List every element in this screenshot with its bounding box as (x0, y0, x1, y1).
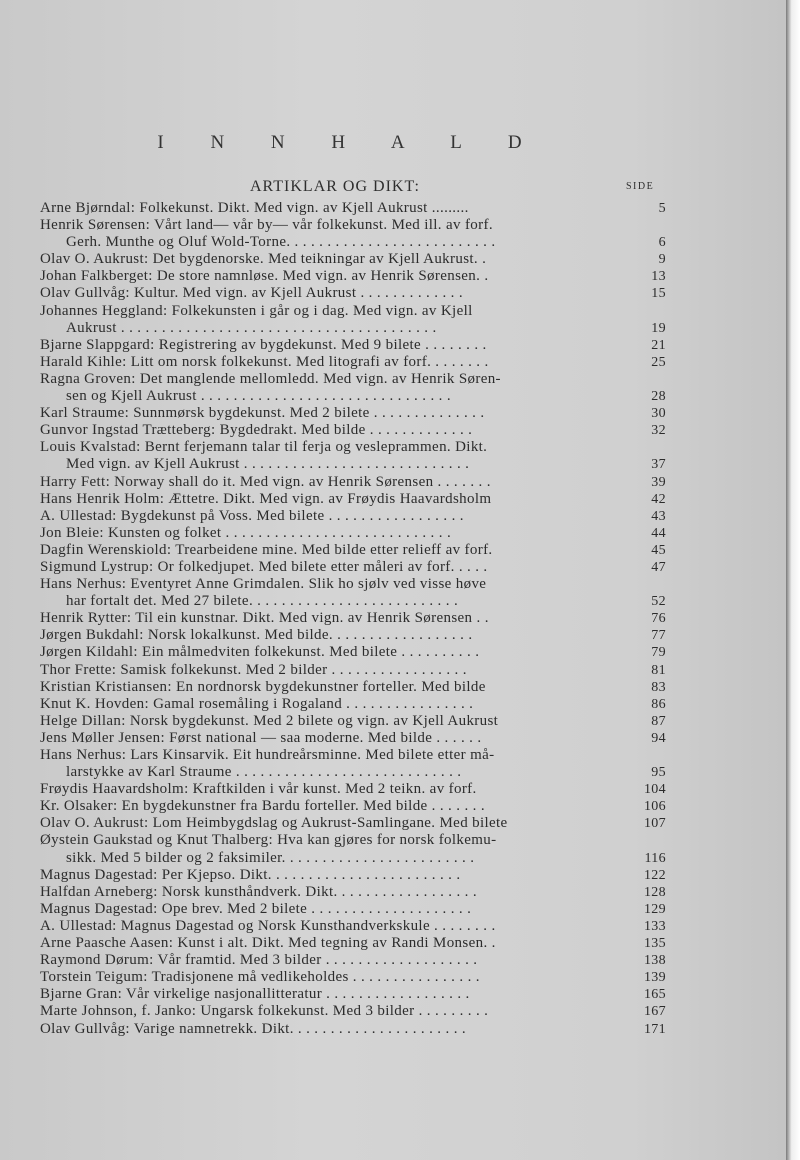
toc-entry-page-number: 122 (643, 867, 666, 883)
toc-entry-page-number: 128 (643, 884, 666, 900)
toc-entry (40, 969, 666, 986)
toc-entry (40, 303, 666, 337)
toc-entry-page-number: 47 (651, 559, 666, 575)
toc-entry-text: Henrik Rytter: Til ein kunstnar. Dikt. Med vign. av Henrik Sørensen . . (40, 610, 489, 627)
toc-entry (40, 474, 666, 491)
toc-entry-text: Torstein Teigum: Tradisjonene må vedlikeholdes . . . . . . . . . . . . . . . . (40, 969, 480, 986)
toc-entry-text: Dagfin Werenskiold: Trearbeidene mine. Med bilde etter relieff av forf. (40, 541, 493, 558)
toc-entry-continuation: sikk. Med 5 bilder og 2 faksimiler. . . . . . . . . . . . . . . . . . . . . . . . (66, 849, 475, 866)
toc-entry-page-number: 106 (643, 799, 666, 815)
toc-entry-page-number: 45 (651, 542, 666, 558)
toc-entry-text: Raymond Dørum: Vår framtid. Med 3 bilder . . . . . . . . . . . . . . . . . . . (40, 952, 478, 969)
toc-entry-page-number: 21 (651, 337, 666, 353)
toc-entry-text: Halfdan Arneberg: Norsk kunsthåndverk. Dikt. . . . . . . . . . . . . . . . . . (40, 883, 477, 900)
toc-entry-text: Harry Fett: Norway shall do it. Med vign. av Henrik Sørensen . . . . . . . (40, 473, 491, 490)
toc-entry (40, 217, 666, 251)
toc-entry-text: Jørgen Bukdahl: Norsk lokalkunst. Med bilde. . . . . . . . . . . . . . . . . . (40, 627, 473, 644)
toc-entry-text: Olav O. Aukrust: Lom Heimbygdslag og Aukrust-Samlingane. Med bilete (40, 815, 508, 832)
toc-entry-page-number: 81 (651, 662, 666, 678)
toc-entry-text: Louis Kvalstad: Bernt ferjemann talar til ferja og vesleprammen. Dikt. (40, 439, 488, 456)
toc-entry-text: Kristian Kristiansen: En nordnorsk bygdekunstner forteller. Med bilde (40, 678, 486, 695)
toc-entry-text: Johannes Heggland: Folkekunsten i går og i dag. Med vign. av Kjell (40, 302, 473, 319)
toc-entry-text: Arne Paasche Aasen: Kunst i alt. Dikt. Med tegning av Randi Monsen. . (40, 935, 496, 952)
toc-entry (40, 644, 666, 661)
toc-entry-text: Bjarne Gran: Vår virkelige nasjonallitteratur . . . . . . . . . . . . . . . . . . (40, 986, 470, 1003)
toc-entry (40, 576, 666, 610)
toc-entry-text: Arne Bjørndal: Folkekunst. Dikt. Med vign. av Kjell Aukrust ......... (40, 200, 469, 216)
toc-entry-page-number: 76 (651, 611, 666, 627)
toc-entry (40, 679, 666, 696)
toc-entry-page-number: 5 (658, 201, 666, 216)
toc-entry (40, 901, 666, 918)
toc-entry (40, 525, 666, 542)
toc-entry-text: Hans Nerhus: Lars Kinsarvik. Eit hundreårsminne. Med bilete etter må- (40, 747, 495, 763)
toc-entry (40, 251, 666, 268)
toc-entry (40, 627, 666, 644)
toc-entry-page-number: 171 (643, 1021, 666, 1037)
toc-entry-text: A. Ullestad: Magnus Dagestad og Norsk Kunsthandverkskule . . . . . . . . (40, 917, 496, 934)
toc-entry (40, 986, 666, 1003)
toc-entry-text: Jon Bleie: Kunsten og folket . . . . . . . . . . . . . . . . . . . . . . . . . . . . (40, 524, 452, 541)
toc-entry (40, 832, 666, 866)
toc-entry-page-number: 25 (651, 354, 666, 370)
toc-entry-page-number: 104 (643, 782, 666, 798)
toc-entry-page-number: 94 (651, 730, 666, 746)
toc-entry-page-number: 79 (651, 645, 666, 661)
toc-entry-text: Øystein Gaukstad og Knut Thalberg: Hva kan gjøres for norsk folkemu- (40, 832, 497, 849)
toc-entry (40, 730, 666, 747)
toc-entry-text: Olav Gullvåg: Varige namnetrekk. Dikt. . . . . . . . . . . . . . . . . . . . . . (40, 1020, 466, 1037)
page-title: I N N H A L D (157, 132, 543, 153)
toc-entry-page-number: 77 (651, 628, 666, 644)
toc-entry (40, 935, 666, 952)
toc-entry (40, 508, 666, 525)
toc-entry-page-number: 44 (651, 525, 666, 541)
toc-entry (40, 354, 666, 371)
toc-entry-page-number: 9 (658, 252, 666, 268)
toc-entry-text: Johan Falkberget: De store namnløse. Med vign. av Henrik Sørensen. . (40, 268, 489, 285)
toc-entry-text: Marte Johnson, f. Janko: Ungarsk folkekunst. Med 3 bilder . . . . . . . . . (40, 1003, 489, 1020)
toc-entry (40, 371, 666, 405)
toc-entry (40, 1003, 666, 1020)
toc-entry (40, 610, 666, 627)
toc-entry-text: Hans Henrik Holm: Ættetre. Dikt. Med vign. av Frøydis Haavardsholm (40, 490, 492, 507)
toc-entry-page-number: 15 (651, 286, 666, 302)
toc-entry-page-number: 13 (651, 269, 666, 285)
toc-entry (40, 268, 666, 285)
toc-entry-page-number: 135 (643, 936, 666, 952)
toc-entry (40, 337, 666, 354)
toc-entry-text: Knut K. Hovden: Gamal rosemåling i Rogaland . . . . . . . . . . . . . . . . (40, 695, 474, 712)
toc-entry-continuation: sen og Kjell Aukrust . . . . . . . . . . . . . . . . . . . . . . . . . . . . . . . (66, 388, 451, 405)
section-heading: ARTIKLAR OG DIKT: (250, 178, 420, 195)
page-column-label: SIDE (626, 181, 655, 192)
toc-entry-page-number: 39 (651, 474, 666, 490)
toc-entry-text: Olav O. Aukrust: Det bygdenorske. Med teikningar av Kjell Aukrust. . (40, 251, 487, 268)
toc-entry (40, 798, 666, 815)
toc-entry (40, 918, 666, 935)
toc-entry-page-number: 107 (643, 816, 666, 832)
toc-entry (40, 1021, 666, 1038)
table-of-contents (40, 200, 666, 1038)
page-edge (786, 0, 800, 1160)
toc-entry-page-number: 43 (651, 508, 666, 524)
toc-entry-continuation: Aukrust . . . . . . . . . . . . . . . . . . . . . . . . . . . . . . . . . . . . . . . (66, 319, 437, 336)
toc-entry-page-number: 52 (651, 594, 666, 610)
toc-entry-page-number: 116 (644, 850, 666, 866)
toc-entry-page-number: 165 (643, 987, 666, 1003)
toc-entry (40, 696, 666, 713)
toc-entry-page-number: 83 (651, 679, 666, 695)
toc-entry (40, 559, 666, 576)
toc-entry (40, 285, 666, 302)
toc-entry-text: Helge Dillan: Norsk bygdekunst. Med 2 bilete og vign. av Kjell Aukrust (40, 712, 499, 729)
toc-entry (40, 867, 666, 884)
toc-entry-page-number: 28 (651, 389, 666, 405)
toc-entry-page-number: 19 (651, 320, 666, 336)
toc-entry-text: Gunvor Ingstad Trætteberg: Bygdedrakt. Med bilde . . . . . . . . . . . . . (40, 422, 473, 439)
toc-entry-page-number: 129 (643, 901, 666, 917)
toc-entry-continuation: Gerh. Munthe og Oluf Wold-Torne. . . . . . . . . . . . . . . . . . . . . . . . . . (66, 234, 496, 251)
toc-entry-page-number: 6 (658, 235, 666, 251)
toc-entry-text: Karl Straume: Sunnmørsk bygdekunst. Med 2 bilete . . . . . . . . . . . . . . (40, 405, 485, 422)
toc-entry (40, 491, 666, 508)
toc-entry-page-number: 86 (651, 696, 666, 712)
toc-entry-page-number: 139 (643, 970, 666, 986)
toc-entry (40, 747, 666, 781)
toc-entry-page-number: 30 (651, 406, 666, 422)
toc-entry-text: Kr. Olsaker: En bygdekunstner fra Bardu forteller. Med bilde . . . . . . . (40, 798, 485, 815)
toc-entry-text: Jørgen Kildahl: Ein målmedviten folkekunst. Med bilete . . . . . . . . . . (40, 644, 480, 661)
toc-entry (40, 542, 666, 559)
toc-entry-text: Bjarne Slappgard: Registrering av bygdekunst. Med 9 bilete . . . . . . . . (40, 336, 487, 353)
toc-entry-text: Magnus Dagestad: Per Kjepso. Dikt. . . . . . . . . . . . . . . . . . . . . . . . (40, 866, 461, 883)
toc-entry-text: Jens Møller Jensen: Først national — saa moderne. Med bilde . . . . . . (40, 729, 482, 746)
toc-entry-page-number: 32 (651, 423, 666, 439)
toc-entry (40, 781, 666, 798)
toc-entry-continuation: larstykke av Karl Straume . . . . . . . . . . . . . . . . . . . . . . . . . . . . (66, 764, 462, 781)
toc-entry-page-number: 138 (643, 953, 666, 969)
toc-entry (40, 884, 666, 901)
toc-entry-text: Thor Frette: Samisk folkekunst. Med 2 bilder . . . . . . . . . . . . . . . . . (40, 661, 467, 678)
toc-entry-page-number: 42 (651, 491, 666, 507)
toc-entry-continuation: Med vign. av Kjell Aukrust . . . . . . . . . . . . . . . . . . . . . . . . . . . . (66, 456, 470, 473)
toc-entry (40, 662, 666, 679)
toc-entry-page-number: 167 (643, 1004, 666, 1020)
toc-entry (40, 422, 666, 439)
toc-entry (40, 439, 666, 473)
toc-entry-text: Henrik Sørensen: Vårt land— vår by— vår folkekunst. Med ill. av forf. (40, 217, 493, 234)
toc-entry-text: Hans Nerhus: Eventyret Anne Grimdalen. Slik ho sjølv ved visse høve (40, 576, 487, 593)
toc-entry-page-number: 95 (651, 765, 666, 781)
toc-entry (40, 200, 666, 217)
toc-entry-text: Olav Gullvåg: Kultur. Med vign. av Kjell Aukrust . . . . . . . . . . . . . (40, 285, 463, 302)
toc-entry-text: Ragna Groven: Det manglende mellomledd. Med vign. av Henrik Søren- (40, 370, 501, 387)
toc-entry-text: Frøydis Haavardsholm: Kraftkilden i vår kunst. Med 2 teikn. av forf. (40, 781, 477, 798)
toc-entry (40, 952, 666, 969)
toc-entry (40, 713, 666, 730)
toc-entry-text: Harald Kihle: Litt om norsk folkekunst. Med litografi av forf. . . . . . . . (40, 353, 489, 370)
toc-entry (40, 815, 666, 832)
toc-entry-continuation: har fortalt det. Med 27 bilete. . . . . . . . . . . . . . . . . . . . . . . . . . (66, 593, 459, 610)
toc-entry-page-number: 133 (643, 918, 666, 934)
toc-entry-text: Sigmund Lystrup: Or folkedjupet. Med bilete etter måleri av forf. . . . . (40, 558, 488, 575)
toc-entry-text: Magnus Dagestad: Ope brev. Med 2 bilete . . . . . . . . . . . . . . . . . . . . (40, 900, 472, 917)
toc-entry-page-number: 87 (651, 713, 666, 729)
toc-entry-page-number: 37 (651, 457, 666, 473)
toc-entry (40, 405, 666, 422)
toc-entry-text: A. Ullestad: Bygdekunst på Voss. Med bilete . . . . . . . . . . . . . . . . . (40, 507, 464, 524)
